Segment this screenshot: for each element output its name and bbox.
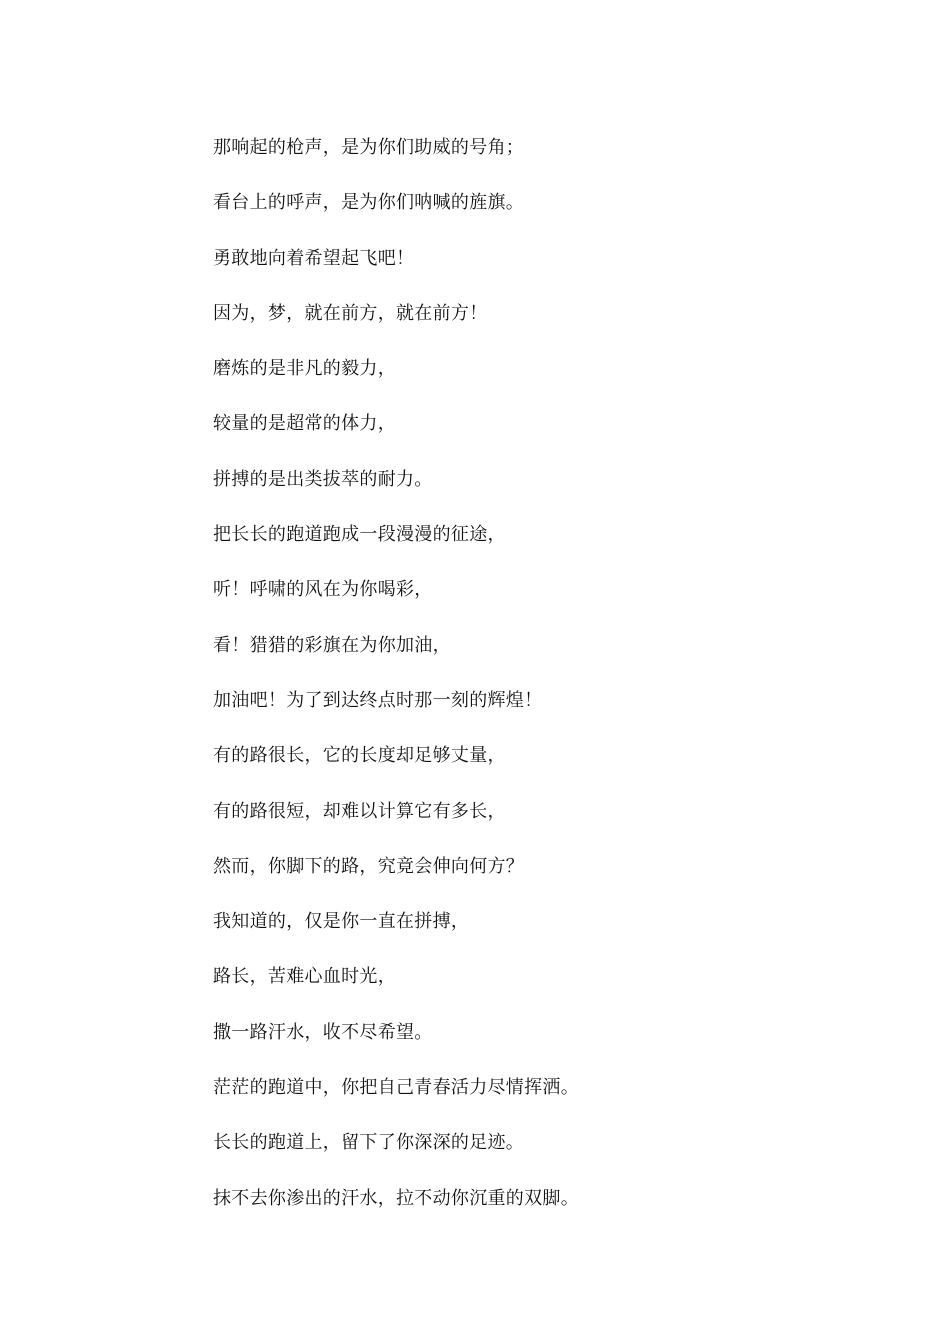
poem-line: 因为，梦，就在前方，就在前方！ [213,302,488,324]
poem-line: 撒一路汗水，收不尽希望。 [213,1021,433,1043]
poem-line: 较量的是超常的体力， [213,413,396,435]
poem-line: 茫茫的跑道中，你把自己青春活力尽情挥洒。 [213,1077,579,1099]
poem-line: 磨炼的是非凡的毅力， [213,358,396,380]
poem-line: 勇敢地向着希望起飞吧！ [213,247,415,269]
poem-line: 抹不去你渗出的汗水，拉不动你沉重的双脚。 [213,1187,579,1209]
poem-line: 然而，你脚下的路，究竟会伸向何方？ [213,855,525,877]
poem-line: 那响起的枪声，是为你们助威的号角； [213,137,525,158]
poem-line: 有的路很长，它的长度却足够丈量， [213,745,506,767]
poem-line: 看！猎猎的彩旗在为你加油， [213,634,451,656]
poem-line: 把长长的跑道跑成一段漫漫的征途， [213,524,506,546]
poem-line: 拼搏的是出类拔萃的耐力。 [213,468,433,490]
poem-line: 我知道的，仅是你一直在拼搏， [213,911,470,933]
poem-line: 加油吧！为了到达终点时那一刻的辉煌！ [213,689,543,711]
poem-line: 听！呼啸的风在为你喝彩， [213,579,433,601]
poem-line: 看台上的呼声，是为你们呐喊的旌旗。 [213,192,525,214]
poem-line: 路长，苦难心血时光， [213,966,396,988]
poem-line: 长长的跑道上，留下了你深深的足迹。 [213,1132,525,1154]
poem-line: 有的路很短，却难以计算它有多长， [213,800,506,822]
poem-body [213,134,853,1240]
